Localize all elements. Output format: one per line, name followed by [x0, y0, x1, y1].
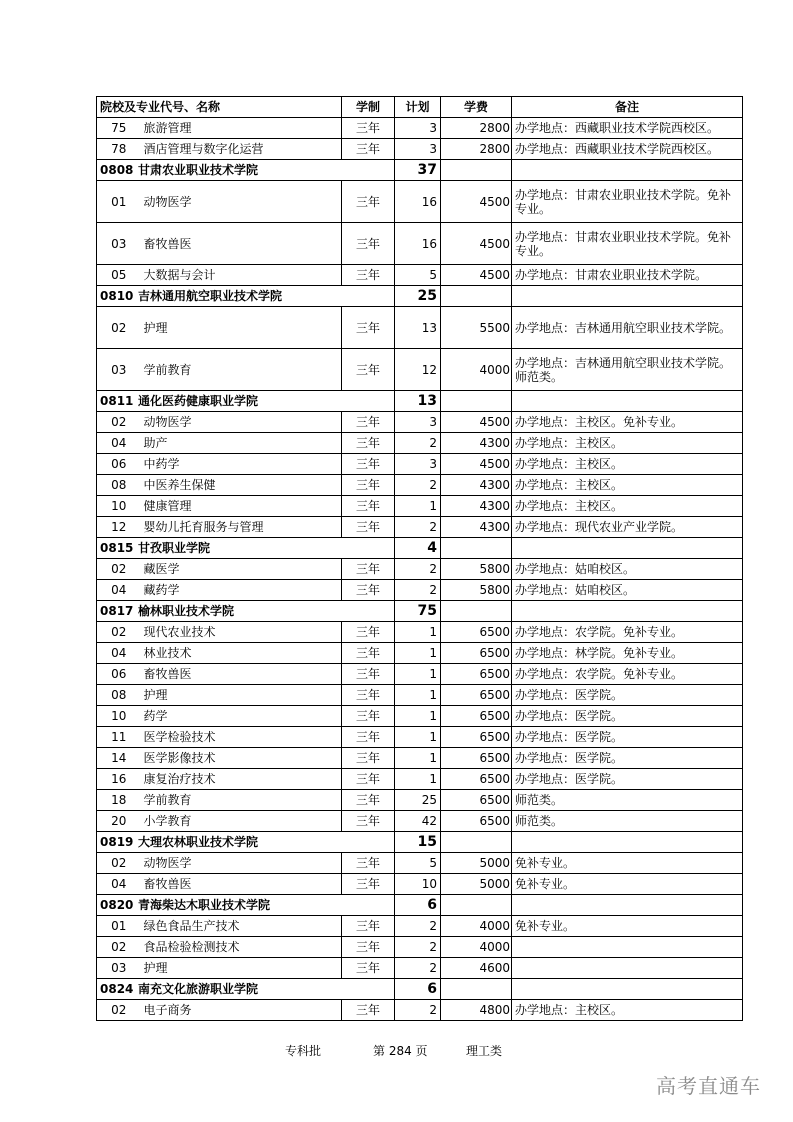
major-duration: 三年 [342, 433, 395, 454]
major-row [97, 433, 743, 454]
major-note: 办学地点：西藏职业技术学院西校区。 [512, 139, 743, 160]
school-code-name [97, 538, 395, 559]
school-code: 0817 [100, 604, 134, 618]
major-plan: 1 [395, 496, 441, 517]
major-fee: 4300 [441, 517, 512, 538]
major-code: 02 [97, 559, 141, 580]
major-name: 医学影像技术 [141, 748, 342, 769]
major-plan: 1 [395, 769, 441, 790]
school-name: 大理农林职业技术学院 [138, 835, 259, 849]
major-fee: 6500 [441, 790, 512, 811]
major-name: 护理 [141, 307, 342, 349]
major-row [97, 118, 743, 139]
school-code: 0808 [100, 163, 134, 177]
major-name: 林业技术 [141, 643, 342, 664]
major-plan: 5 [395, 265, 441, 286]
major-duration: 三年 [342, 454, 395, 475]
major-duration: 三年 [342, 706, 395, 727]
major-row [97, 664, 743, 685]
major-duration: 三年 [342, 223, 395, 265]
major-fee: 4000 [441, 349, 512, 391]
major-duration: 三年 [342, 1000, 395, 1021]
empty-note-cell [512, 160, 743, 181]
major-row [97, 727, 743, 748]
school-code-name [97, 160, 395, 181]
major-fee: 6500 [441, 643, 512, 664]
major-plan: 16 [395, 223, 441, 265]
empty-fee-cell [441, 538, 512, 559]
major-name: 健康管理 [141, 496, 342, 517]
major-row [97, 349, 743, 391]
major-code: 14 [97, 748, 141, 769]
empty-fee-cell [441, 601, 512, 622]
school-name: 南充文化旅游职业学院 [138, 982, 259, 996]
major-name: 藏医学 [141, 559, 342, 580]
major-duration: 三年 [342, 769, 395, 790]
major-fee: 5800 [441, 580, 512, 601]
major-row [97, 580, 743, 601]
major-plan: 25 [395, 790, 441, 811]
empty-note-cell [512, 601, 743, 622]
major-note: 办学地点：主校区。 [512, 1000, 743, 1021]
school-code: 0820 [100, 898, 134, 912]
major-plan: 3 [395, 118, 441, 139]
major-duration: 三年 [342, 748, 395, 769]
major-name: 护理 [141, 685, 342, 706]
major-name: 藏药学 [141, 580, 342, 601]
major-row [97, 853, 743, 874]
major-row [97, 811, 743, 832]
header-plan: 计划 [395, 97, 441, 118]
school-plan-total: 6 [395, 979, 441, 1000]
major-row [97, 790, 743, 811]
major-plan: 2 [395, 958, 441, 979]
major-code: 16 [97, 769, 141, 790]
major-duration: 三年 [342, 664, 395, 685]
major-fee: 5000 [441, 853, 512, 874]
school-name: 榆林职业技术学院 [138, 604, 235, 618]
major-note: 师范类。 [512, 811, 743, 832]
major-duration: 三年 [342, 643, 395, 664]
major-duration: 三年 [342, 412, 395, 433]
major-plan: 12 [395, 349, 441, 391]
major-code: 01 [97, 181, 141, 223]
empty-fee-cell [441, 832, 512, 853]
major-row [97, 307, 743, 349]
major-code: 20 [97, 811, 141, 832]
major-code: 02 [97, 853, 141, 874]
major-name: 现代农业技术 [141, 622, 342, 643]
school-plan-total: 15 [395, 832, 441, 853]
major-plan: 3 [395, 139, 441, 160]
school-row [97, 895, 743, 916]
school-plan-total: 4 [395, 538, 441, 559]
school-plan-total: 75 [395, 601, 441, 622]
footer-category: 理工类 [466, 1044, 503, 1058]
major-note: 办学地点：甘肃农业职业技术学院。免补专业。 [512, 181, 743, 223]
major-row [97, 937, 743, 958]
major-name: 动物医学 [141, 181, 342, 223]
major-code: 18 [97, 790, 141, 811]
school-code-name [97, 601, 395, 622]
empty-fee-cell [441, 286, 512, 307]
major-code: 04 [97, 643, 141, 664]
major-row [97, 265, 743, 286]
major-code: 12 [97, 517, 141, 538]
major-row [97, 139, 743, 160]
major-plan: 1 [395, 727, 441, 748]
major-fee: 6500 [441, 811, 512, 832]
major-name: 学前教育 [141, 790, 342, 811]
empty-fee-cell [441, 979, 512, 1000]
major-plan: 10 [395, 874, 441, 895]
empty-note-cell [512, 538, 743, 559]
major-plan: 13 [395, 307, 441, 349]
major-fee: 6500 [441, 706, 512, 727]
major-row [97, 706, 743, 727]
major-duration: 三年 [342, 307, 395, 349]
major-code: 02 [97, 1000, 141, 1021]
major-name: 小学教育 [141, 811, 342, 832]
major-duration: 三年 [342, 517, 395, 538]
major-fee: 4500 [441, 181, 512, 223]
school-row [97, 391, 743, 412]
major-note: 办学地点：姑咱校区。 [512, 559, 743, 580]
major-fee: 4300 [441, 433, 512, 454]
major-duration: 三年 [342, 349, 395, 391]
major-row [97, 769, 743, 790]
empty-fee-cell [441, 391, 512, 412]
school-code-name [97, 286, 395, 307]
school-row [97, 160, 743, 181]
major-name: 中医养生保健 [141, 475, 342, 496]
major-code: 02 [97, 937, 141, 958]
major-fee: 6500 [441, 685, 512, 706]
major-duration: 三年 [342, 937, 395, 958]
major-code: 02 [97, 307, 141, 349]
major-code: 02 [97, 412, 141, 433]
major-row [97, 916, 743, 937]
major-note: 办学地点：农学院。免补专业。 [512, 664, 743, 685]
major-row [97, 1000, 743, 1021]
major-code: 78 [97, 139, 141, 160]
major-name: 酒店管理与数字化运营 [141, 139, 342, 160]
major-note: 办学地点：医学院。 [512, 727, 743, 748]
major-fee: 6500 [441, 622, 512, 643]
major-note: 办学地点：主校区。 [512, 475, 743, 496]
school-row [97, 832, 743, 853]
major-name: 畜牧兽医 [141, 223, 342, 265]
major-fee: 6500 [441, 769, 512, 790]
major-row [97, 475, 743, 496]
major-note: 办学地点：甘肃农业职业技术学院。免补专业。 [512, 223, 743, 265]
empty-note-cell [512, 895, 743, 916]
school-plan-total: 37 [395, 160, 441, 181]
major-fee: 4000 [441, 937, 512, 958]
major-fee: 6500 [441, 727, 512, 748]
major-name: 康复治疗技术 [141, 769, 342, 790]
empty-note-cell [512, 979, 743, 1000]
major-plan: 42 [395, 811, 441, 832]
major-duration: 三年 [342, 139, 395, 160]
major-name: 动物医学 [141, 412, 342, 433]
major-row [97, 454, 743, 475]
header-duration: 学制 [342, 97, 395, 118]
major-name: 食品检验检测技术 [141, 937, 342, 958]
major-duration: 三年 [342, 265, 395, 286]
school-code: 0810 [100, 289, 134, 303]
major-duration: 三年 [342, 853, 395, 874]
major-note: 免补专业。 [512, 916, 743, 937]
major-name: 学前教育 [141, 349, 342, 391]
major-code: 11 [97, 727, 141, 748]
major-note: 办学地点：医学院。 [512, 769, 743, 790]
major-note: 办学地点：主校区。 [512, 496, 743, 517]
major-note: 办学地点：农学院。免补专业。 [512, 622, 743, 643]
major-note: 办学地点：吉林通用航空职业技术学院。师范类。 [512, 349, 743, 391]
major-duration: 三年 [342, 559, 395, 580]
major-name: 动物医学 [141, 853, 342, 874]
enrollment-plan-table [96, 96, 743, 1021]
major-name: 中药学 [141, 454, 342, 475]
major-code: 08 [97, 475, 141, 496]
major-duration: 三年 [342, 916, 395, 937]
major-duration: 三年 [342, 181, 395, 223]
major-code: 02 [97, 622, 141, 643]
major-name: 电子商务 [141, 1000, 342, 1021]
major-plan: 2 [395, 1000, 441, 1021]
major-code: 04 [97, 433, 141, 454]
major-row [97, 517, 743, 538]
major-name: 畜牧兽医 [141, 874, 342, 895]
major-row [97, 622, 743, 643]
major-fee: 4500 [441, 265, 512, 286]
major-name: 大数据与会计 [141, 265, 342, 286]
major-row [97, 181, 743, 223]
major-name: 医学检验技术 [141, 727, 342, 748]
major-fee: 4000 [441, 916, 512, 937]
major-duration: 三年 [342, 727, 395, 748]
major-plan: 2 [395, 433, 441, 454]
major-duration: 三年 [342, 118, 395, 139]
major-duration: 三年 [342, 475, 395, 496]
empty-note-cell [512, 286, 743, 307]
school-code: 0824 [100, 982, 134, 996]
header-note: 备注 [512, 97, 743, 118]
major-note: 办学地点：主校区。免补专业。 [512, 412, 743, 433]
major-fee: 2800 [441, 118, 512, 139]
school-row [97, 601, 743, 622]
major-plan: 3 [395, 412, 441, 433]
major-note: 办学地点：林学院。免补专业。 [512, 643, 743, 664]
major-note: 办学地点：医学院。 [512, 685, 743, 706]
major-code: 06 [97, 454, 141, 475]
major-duration: 三年 [342, 685, 395, 706]
major-fee: 5500 [441, 307, 512, 349]
school-row [97, 538, 743, 559]
major-duration: 三年 [342, 874, 395, 895]
major-code: 03 [97, 349, 141, 391]
major-name: 护理 [141, 958, 342, 979]
major-name: 助产 [141, 433, 342, 454]
major-name: 畜牧兽医 [141, 664, 342, 685]
major-note [512, 958, 743, 979]
footer-page: 第 284 页 [373, 1044, 428, 1058]
major-plan: 2 [395, 559, 441, 580]
watermark-text: 高考直通车 [656, 1074, 761, 1098]
major-row [97, 748, 743, 769]
school-plan-total: 25 [395, 286, 441, 307]
major-row [97, 874, 743, 895]
major-note: 办学地点：医学院。 [512, 706, 743, 727]
school-code: 0811 [100, 394, 134, 408]
major-code: 03 [97, 223, 141, 265]
school-name: 青海柴达木职业技术学院 [138, 898, 271, 912]
major-fee: 5000 [441, 874, 512, 895]
major-fee: 4800 [441, 1000, 512, 1021]
major-note: 免补专业。 [512, 874, 743, 895]
major-code: 01 [97, 916, 141, 937]
school-plan-total: 13 [395, 391, 441, 412]
major-duration: 三年 [342, 790, 395, 811]
major-note: 办学地点：西藏职业技术学院西校区。 [512, 118, 743, 139]
major-note: 办学地点：主校区。 [512, 454, 743, 475]
empty-note-cell [512, 832, 743, 853]
major-fee: 6500 [441, 748, 512, 769]
school-row [97, 286, 743, 307]
major-code: 10 [97, 706, 141, 727]
major-row [97, 223, 743, 265]
major-fee: 5800 [441, 559, 512, 580]
major-row [97, 559, 743, 580]
school-code: 0815 [100, 541, 134, 555]
major-code: 10 [97, 496, 141, 517]
major-code: 05 [97, 265, 141, 286]
major-duration: 三年 [342, 496, 395, 517]
major-note: 办学地点：主校区。 [512, 433, 743, 454]
empty-note-cell [512, 391, 743, 412]
major-code: 06 [97, 664, 141, 685]
major-plan: 3 [395, 454, 441, 475]
school-code: 0819 [100, 835, 134, 849]
major-plan: 2 [395, 916, 441, 937]
major-note [512, 937, 743, 958]
major-plan: 1 [395, 622, 441, 643]
school-code-name [97, 832, 395, 853]
major-fee: 2800 [441, 139, 512, 160]
major-plan: 2 [395, 580, 441, 601]
major-note: 师范类。 [512, 790, 743, 811]
empty-fee-cell [441, 160, 512, 181]
major-name: 药学 [141, 706, 342, 727]
major-row [97, 958, 743, 979]
major-code: 08 [97, 685, 141, 706]
major-code: 04 [97, 874, 141, 895]
school-code-name [97, 979, 395, 1000]
major-plan: 2 [395, 475, 441, 496]
major-fee: 4300 [441, 475, 512, 496]
major-fee: 6500 [441, 664, 512, 685]
major-plan: 16 [395, 181, 441, 223]
major-fee: 4500 [441, 454, 512, 475]
major-plan: 1 [395, 664, 441, 685]
major-name: 婴幼儿托育服务与管理 [141, 517, 342, 538]
major-note: 办学地点：甘肃农业职业技术学院。 [512, 265, 743, 286]
major-row [97, 685, 743, 706]
major-note: 办学地点：现代农业产业学院。 [512, 517, 743, 538]
major-name: 旅游管理 [141, 118, 342, 139]
major-name: 绿色食品生产技术 [141, 916, 342, 937]
major-row [97, 496, 743, 517]
school-code-name [97, 895, 395, 916]
major-plan: 1 [395, 706, 441, 727]
major-fee: 4500 [441, 412, 512, 433]
major-row [97, 643, 743, 664]
major-plan: 2 [395, 937, 441, 958]
table-header-row [97, 97, 743, 118]
header-name: 院校及专业代号、名称 [97, 97, 342, 118]
header-fee: 学费 [441, 97, 512, 118]
major-plan: 5 [395, 853, 441, 874]
footer-batch: 专科批 [285, 1044, 322, 1058]
major-duration: 三年 [342, 958, 395, 979]
major-fee: 4500 [441, 223, 512, 265]
major-duration: 三年 [342, 580, 395, 601]
major-note: 免补专业。 [512, 853, 743, 874]
school-name: 吉林通用航空职业技术学院 [138, 289, 283, 303]
major-row [97, 412, 743, 433]
school-name: 甘肃农业职业技术学院 [138, 163, 259, 177]
major-fee: 4300 [441, 496, 512, 517]
major-code: 03 [97, 958, 141, 979]
school-plan-total: 6 [395, 895, 441, 916]
school-row [97, 979, 743, 1000]
major-plan: 2 [395, 517, 441, 538]
major-plan: 1 [395, 643, 441, 664]
major-fee: 4600 [441, 958, 512, 979]
major-note: 办学地点：姑咱校区。 [512, 580, 743, 601]
school-name: 通化医药健康职业学院 [138, 394, 259, 408]
major-duration: 三年 [342, 622, 395, 643]
major-note: 办学地点：医学院。 [512, 748, 743, 769]
major-plan: 1 [395, 685, 441, 706]
school-code-name [97, 391, 395, 412]
major-duration: 三年 [342, 811, 395, 832]
empty-fee-cell [441, 895, 512, 916]
school-name: 甘孜职业学院 [138, 541, 211, 555]
major-code: 75 [97, 118, 141, 139]
major-code: 04 [97, 580, 141, 601]
major-note: 办学地点：吉林通用航空职业技术学院。 [512, 307, 743, 349]
major-plan: 1 [395, 748, 441, 769]
